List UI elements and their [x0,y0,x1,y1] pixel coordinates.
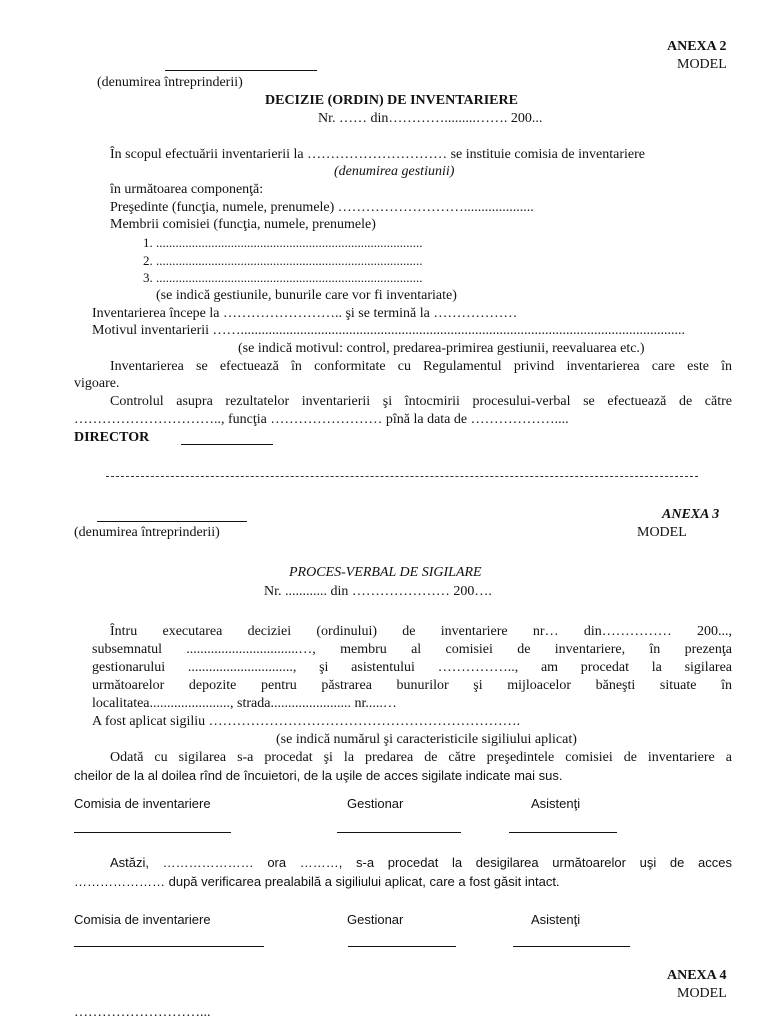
control-line: Controlul asupra rezultatelor inventarierii şi întocmirii procesului-verbal se efectuează de către [110,394,732,409]
sealing-paragraph-line: localitatea......................., strada....................... nr.....… [92,696,397,711]
control-line-details: ………………………….., funcţia …………………… pînă la data de ……………….... [74,412,569,427]
gestionar-signature-line [337,832,461,833]
gestionar-signature-label: Gestionar [347,796,404,811]
asistenti-signature-label: Asistenţi [531,796,581,811]
asistenti-signature-label: Asistenţi [531,912,581,927]
seal-caption: (se indică numărul şi caracteristicile sigiliului aplicat) [276,732,577,747]
sealing-paragraph-line: următoarelor depozite pentru păstrarea bunurilor şi mijloacelor băneşti situate în [92,678,732,693]
gestionar-signature-label: Gestionar [347,912,404,927]
sealing-paragraph-line: gestionarului .............................., şi asistentului …………….., am procedat la sigilarea [92,660,732,675]
sealing-paragraph-line: Întru executarea deciziei (ordinului) de inventariere nr… din…………… 200..., [110,624,732,639]
sealing-report-number: Nr. ............ din ………………… 200…. [264,584,492,599]
commission-signature-line [74,946,264,947]
company-name-caption: (denumirea întreprinderii) [74,525,220,540]
company-name-blank-line [165,70,317,71]
keys-paragraph-line: cheilor de la al doilea rînd de încuietori, de la uşile de acces sigilate indicate mai sus. [74,768,563,783]
company-name-caption: (denumirea întreprinderii) [97,75,243,90]
motive-caption: (se indică motivul: control, predarea-primirea gestiunii, reevaluarea etc.) [238,341,645,356]
anexa4-model-label: MODEL [677,986,727,1001]
director-signature-line [181,444,273,445]
unsealing-line: ………………… după verificarea prealabilă a sigiliului aplicat, care a fost găsit intact. [74,874,560,889]
anexa3-title: ANEXA 3 [662,507,720,522]
commission-signature-label: Comisia de inventariere [74,912,211,927]
start-end-line: Inventarierea începe la …………………….. şi se termină la ……………… [92,306,518,321]
decision-title: DECIZIE (ORDIN) DE INVENTARIERE [265,93,518,108]
motive-line: Motivul inventarierii ……............................................................................................................................... [92,323,686,338]
sealing-paragraph-line: subsemnatul ................................…, membru al comisiei de inventariere, în prezenţa [92,642,732,657]
regulation-line-end: vigoare. [74,376,120,391]
regulation-line: Inventarierea se efectuează în conformitate cu Regulamentul privind inventarierea care este în [110,359,732,374]
company-name-dots: ………………………... [74,1005,211,1020]
gestiune-caption: (denumirea gestiunii) [334,164,455,179]
members-line: Membrii comisiei (funcţia, numele, prenumele) [110,217,376,232]
member-item: 3. .................................................................................. [143,270,423,285]
asistenti-signature-line [509,832,617,833]
member-item: 2. .................................................................................. [143,253,423,268]
anexa2-title: ANEXA 2 [667,39,727,54]
asistenti-signature-line [513,946,630,947]
president-line: Preşedinte (funcţia, numele, prenumele) ……………………….................... [110,200,534,215]
seal-applied-line: A fost aplicat sigiliu …………………………………………………………. [92,714,521,729]
commission-signature-line [74,832,231,833]
sealing-report-title: PROCES-VERBAL DE SIGILARE [289,565,482,580]
decision-number-line: Nr. …… din………….........……. 200... [318,111,543,126]
composition-line: în următoarea componenţă: [110,182,264,197]
gestiuni-caption: (se indică gestiunile, bunurile care vor fi inventariate) [156,288,457,303]
director-label: DIRECTOR [74,430,150,445]
section-separator [106,476,698,477]
unsealing-line: Astăzi, ………………… ora ………, s-a procedat la desigilarea următoarelor uşi de acces [110,855,732,870]
member-item: 1. .................................................................................. [143,235,423,250]
commission-signature-label: Comisia de inventariere [74,796,211,811]
anexa4-title: ANEXA 4 [667,968,727,983]
anexa3-model-label: MODEL [637,525,687,540]
company-name-blank-line [97,521,247,522]
scope-line: În scopul efectuării inventarierii la ………………………… se instituie comisia de inventariere [110,147,645,162]
gestionar-signature-line [348,946,456,947]
anexa2-model-label: MODEL [677,57,727,72]
keys-paragraph-line: Odată cu sigilarea s-a procedat şi la predarea de către preşedintele comisiei de inventariere a [110,750,732,765]
